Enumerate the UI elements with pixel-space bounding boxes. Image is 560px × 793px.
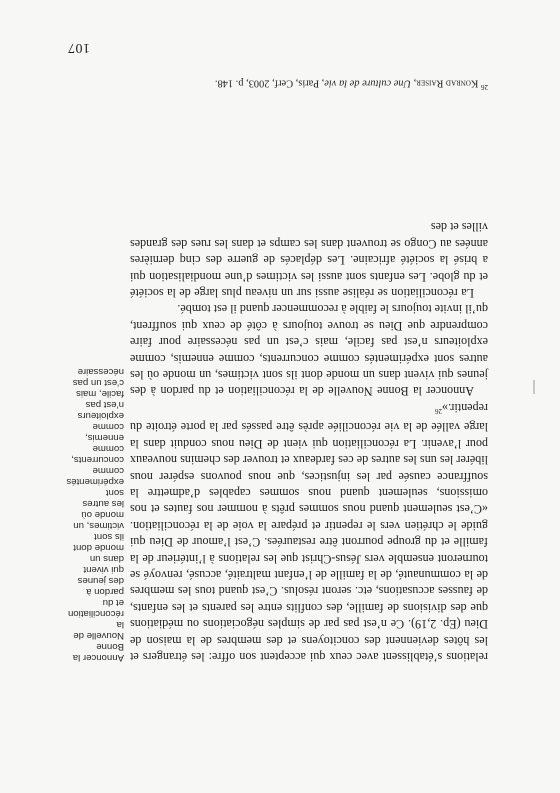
footnote-author: Konrad Raiser (416, 77, 479, 89)
margin-note: Annoncer la Bonne Nouvelle de la réconciliation et du pardon à des jeunes qui vivent dans un monde dont ils sont victimes, un monde où les autres sont expérimentés comme concurrents, comme ennemis, comme exploiteurs n’est pas facile, mais c’est un pas nécessaire (66, 366, 124, 663)
body-text (130, 219, 488, 665)
footnote: $^{26}$ Konrad Raiser, Une culture de la vie, Paris, Cerf, 2003, p. 148. (214, 77, 488, 91)
paragraph-2: Annoncer la Bonne Nouvelle de la réconciliation et du pardon à des jeunes qui vivent dans un monde dont ils sont victimes, un monde où les autres sont expérimentés comme concurrents, comme ennemis, comme exploiteurs n’est pas facile, mais c’est un pas nécessaire pour faire comprendre que Dieu se trouve toujours à côté de ceux qui souffrent, qu’il invite toujours le faible à recommencer quand il est tombé. (130, 302, 488, 399)
footnote-title: Une culture de la vie (324, 77, 412, 89)
page-number: 107 (67, 40, 90, 55)
binding-mark (533, 380, 535, 394)
footnote-rest: , Paris, Cerf, 2003, p. 148. (214, 77, 325, 89)
paragraph-1-text: relations s’établissent avec ceux qui acceptent son offre: les étrangers et les hôtes deviennent des concitoyens et des membres de la maison de Dieu (Ep. 2,19). Ce n’est pas par de simples négociations ou médiations que des divisions de famille, des conflits entre les parents et les enfants, de fausses accusations, etc. seront résolus. C’est quand tous les membres de la communauté, de la famille de l’enfant maltraité, accusé, renvoyé se tourneront ensemble vers Jésus-Christ que les relations à l’intérieur de la famille et du groupe pourront être restaurées. C’est l’amour de Dieu qui guide le chrétien vers le repentir et prépare la voie de la réconciliation. «C’est seulement quand nous sommes prêts à nommer nos fautes et nos omissions, seulement quand nous sommes capables d’admettre la souffrance causée par les injustices, que nous pouvons espérer nous libérer les uns les autres de ces fardeaux et trouver des chemins nouveaux pour l’avenir. La réconciliation qui vient de Dieu nous conduit dans la large vallée de la vie réconciliée après être passés par la porte étroite du repentir.» (130, 400, 488, 664)
footnote-number: 26 (481, 83, 488, 91)
paragraph-1 (130, 399, 488, 665)
paragraph-3: La réconciliation se réalise aussi sur un niveau plus large de la société et du globe. Les enfants sont aussi les victimes d’une mondialisation qui a brisé la société africaine. Les déplacés de guerre des cinq dernières années au Congo se trouvent dans les camps et dans les rues des grandes villes et des (130, 220, 488, 301)
footnote-marker: 26 (434, 406, 442, 415)
